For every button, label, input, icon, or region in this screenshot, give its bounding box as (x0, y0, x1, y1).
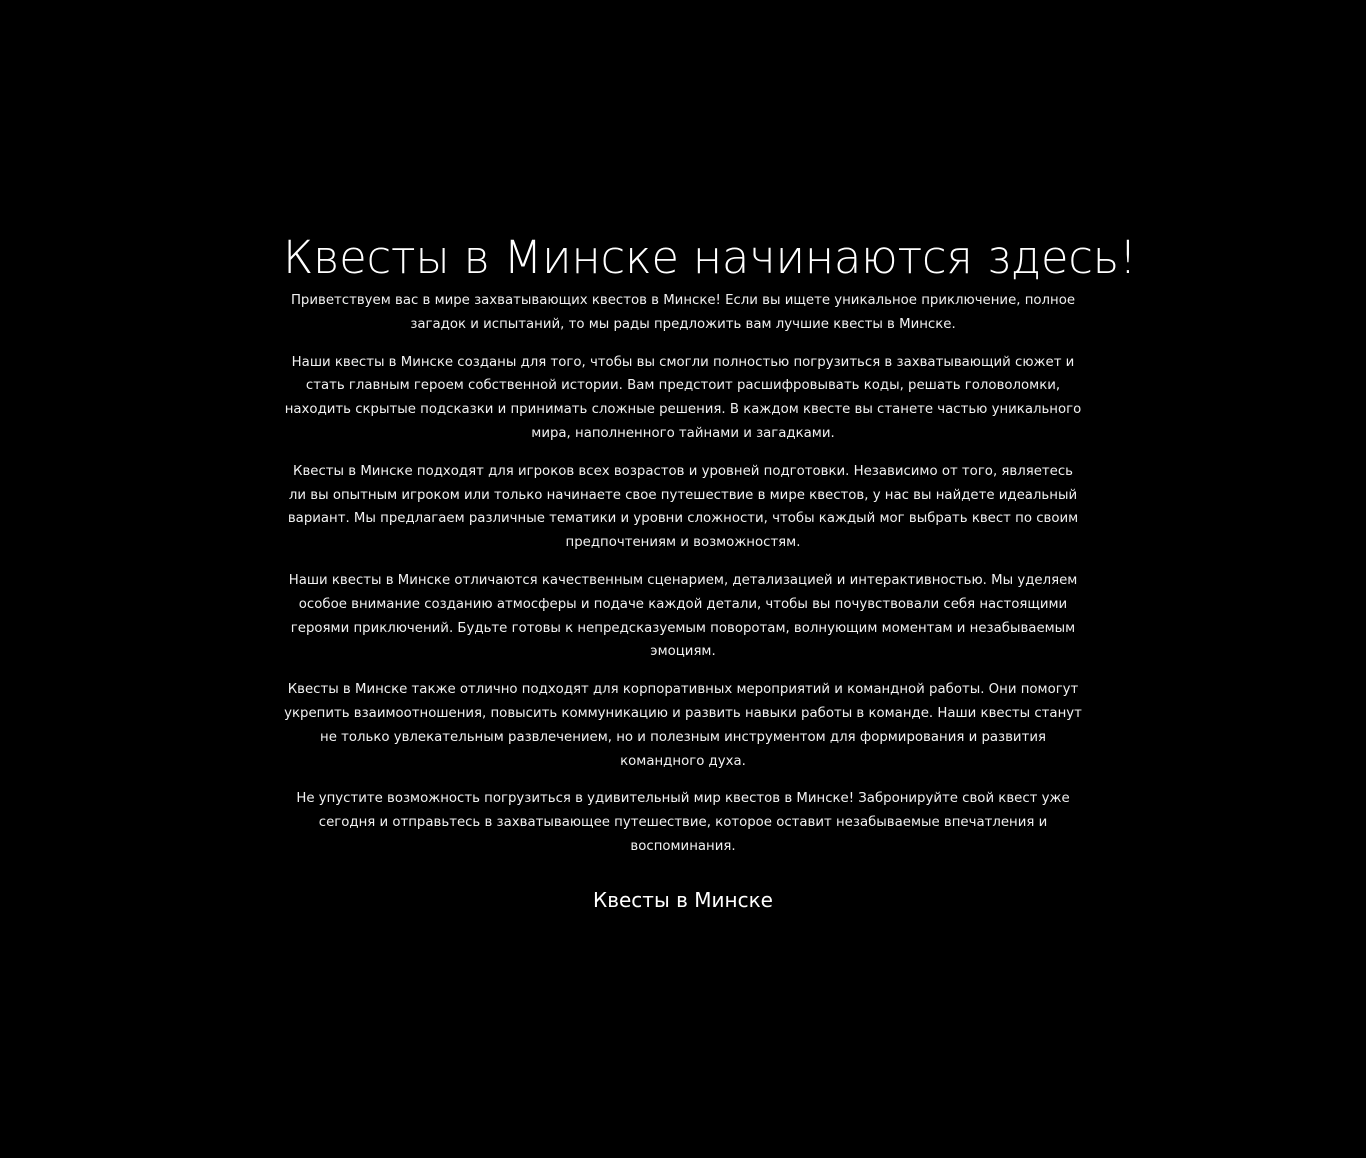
intro-paragraph-5: Квесты в Минске также отлично подходят для корпоративных мероприятий и командной работы. Они помогут укрепить взаимоотношения, повысить коммуникацию и развить навыки работы в команде. Наши квесты станут не только увлекательным развлечением, но и полезным инструментом для формирования и развития командного духа. (284, 682, 1082, 769)
intro-paragraph-4: Наши квесты в Минске отличаются качественным сценарием, детализацией и интерактивностью. Мы уделяем особое внимание созданию атмосферы и подаче каждой детали, чтобы вы почувствовали себя настоящими героями приключений. Будьте готовы к непредсказуемым поворотам, волнующим моментам и незабываемым эмоциям. (288, 572, 1078, 660)
section-heading: Квесты в Минске (593, 887, 773, 912)
intro-text-block (283, 289, 1083, 859)
intro-paragraph-6: Не упустите возможность погрузиться в удивительный мир квестов в Минске! Забронируйте свой квест уже сегодня и отправьтесь в захватывающее путешествие, которое оставит незабываемые впечатления и воспоминания. (296, 791, 1070, 854)
intro-paragraph-1: Приветствуем вас в мире захватывающих квестов в Минске! Если вы ищете уникальное приключение, полное загадок и испытаний, то мы рады предложить вам лучшие квесты в Минске. (290, 293, 1076, 332)
page-title: Квесты в Минске начинаются здесь! (283, 231, 1137, 284)
intro-paragraph-2: Наши квесты в Минске созданы для того, чтобы вы смогли полностью погрузиться в захватывающий сюжет и стать главным героем собственной истории. Вам предстоит расшифровывать коды, решать головоломки, находить скрытые подсказки и принимать сложные решения. В каждом квесте вы станете частью уникального мира, наполненного тайнами и загадками. (284, 354, 1082, 441)
intro-section (283, 228, 1137, 915)
intro-paragraph-3: Квесты в Минске подходят для игроков всех возрастов и уровней подготовки. Независимо от того, являетесь ли вы опытным игроком или только начинаете свое путешествие в мире квестов, у нас вы найдете идеальный вариант. Мы предлагаем различные тематики и уровни сложности, чтобы каждый мог выбрать квест по своим предпочтениям и возможностям. (287, 463, 1079, 551)
